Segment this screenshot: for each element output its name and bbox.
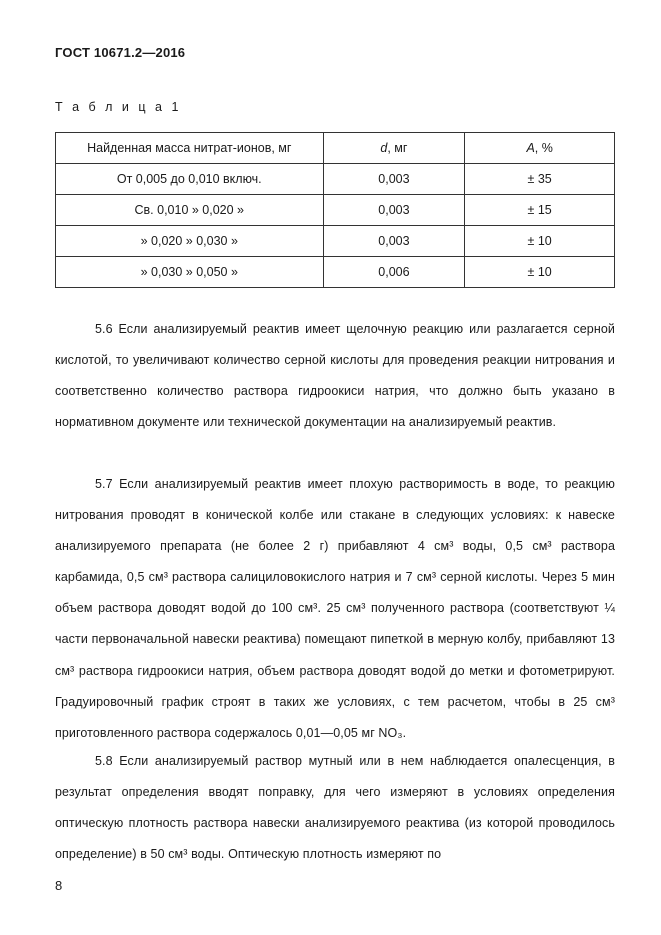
table-header-row xyxy=(56,133,615,164)
paragraph-5-6: 5.6 Если анализируемый реактив имеет щелочную реакцию или разлагается серной кислотой, то увеличивают количество серной кислоты для проведения реакции нитрования и соответственно количество раствора гидроокиси натрия, что должно быть указано в нормативном документе или технической документации на анализируемый реактив. xyxy=(55,322,615,430)
section-5-6 xyxy=(55,314,615,438)
column-header-d-unit: , мг xyxy=(387,141,408,155)
cell-mass-range: От 0,005 до 0,010 включ. xyxy=(56,164,324,195)
nitrate-mass-table xyxy=(55,132,615,288)
column-header-d-symbol: d xyxy=(380,141,388,155)
paragraph-5-8: 5.8 Если анализируемый раствор мутный или в нем наблюдается опалесценция, в результат определения вводят поправку, для чего измеряют в условиях определения оптическую плотность раствора навески анализируемого реактива (из которой проводилось определение) в 50 см³ воды. Оптическую плотность измеряют по xyxy=(55,754,615,862)
table-caption: Т а б л и ц а 1 xyxy=(55,100,182,114)
section-5-8 xyxy=(55,746,615,870)
cell-d: 0,006 xyxy=(323,257,465,288)
column-header-a-symbol: A xyxy=(526,141,535,155)
standard-code-header: ГОСТ 10671.2—2016 xyxy=(55,45,186,60)
table-row xyxy=(56,257,615,288)
section-5-7 xyxy=(55,469,615,749)
cell-a: ± 10 xyxy=(465,226,615,257)
column-header-a xyxy=(465,133,615,164)
column-header-a-unit: , % xyxy=(534,141,553,155)
page-number: 8 xyxy=(55,878,63,893)
cell-a: ± 10 xyxy=(465,257,615,288)
table-row xyxy=(56,164,615,195)
cell-d: 0,003 xyxy=(323,195,465,226)
column-header-d xyxy=(323,133,465,164)
cell-d: 0,003 xyxy=(323,164,465,195)
table-row xyxy=(56,226,615,257)
cell-a: ± 15 xyxy=(465,195,615,226)
cell-mass-range: Св. 0,010 » 0,020 » xyxy=(56,195,324,226)
cell-a: ± 35 xyxy=(465,164,615,195)
paragraph-5-7: 5.7 Если анализируемый реактив имеет плохую растворимость в воде, то реакцию нитрования проводят в конической колбе или стакане в следующих условиях: к навеске анализируемого препарата (не более 2 г) прибавляют 4 см³ воды, 0,5 см³ раствора карбамида, 0,5 см³ раствора салициловокислого натрия и 7 см³ серной кислоты. Через 5 мин объем раствора доводят водой до 100 см³. 25 см³ полученного раствора (соответствуют ¼ части первоначальной навески реактива) помещают пипеткой в мерную колбу, прибавляют 13 см³ раствора гидроокиси натрия, объем раствора доводят водой до метки и фотометрируют. Градуировочный график строят в таких же условиях, с тем расчетом, чтобы в 25 см³ приготовленного раствора содержалось 0,01—0,05 мг NO₃. xyxy=(55,477,615,740)
column-header-mass: Найденная масса нитрат-ионов, мг xyxy=(56,133,324,164)
cell-mass-range: » 0,030 » 0,050 » xyxy=(56,257,324,288)
table-row xyxy=(56,195,615,226)
cell-d: 0,003 xyxy=(323,226,465,257)
cell-mass-range: » 0,020 » 0,030 » xyxy=(56,226,324,257)
